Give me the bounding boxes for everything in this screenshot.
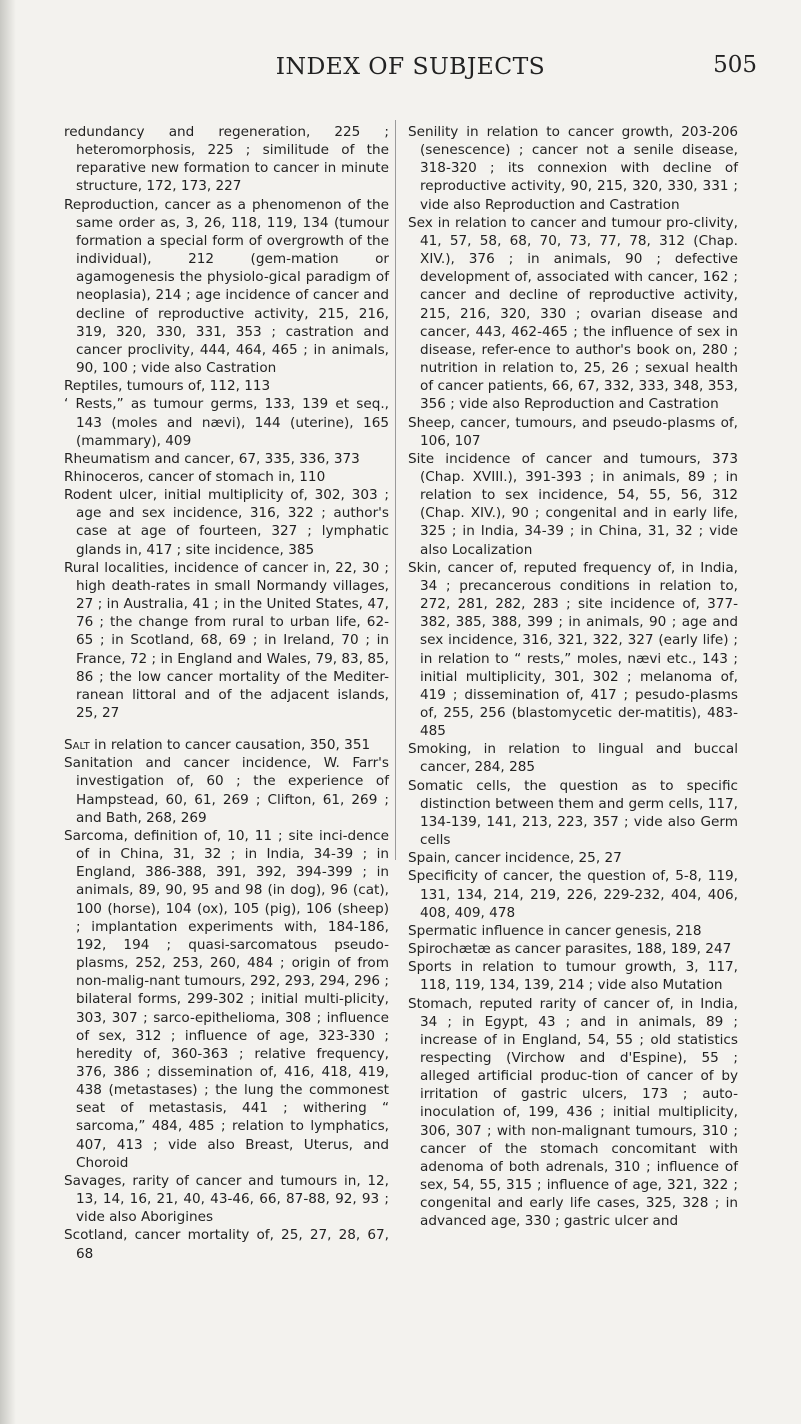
- index-entry: ‘ Rests,” as tumour germs, 133, 139 et seq., 143 (moles and nævi), 144 (uterine), 165 (mammary), 409: [64, 396, 389, 449]
- index-entry: Rodent ulcer, initial multiplicity of, 302, 303 ; age and sex incidence, 316, 322 ; author's case at age of fourteen, 327 ; lymphatic glands in, 417 ; site incidence, 385: [64, 487, 389, 558]
- salt-heading: Salt: [64, 737, 90, 754]
- left-column: [64, 123, 389, 1263]
- index-entry: Spain, cancer incidence, 25, 27: [408, 850, 622, 867]
- index-entry: Somatic cells, the question as to specific distinction between them and germ cells, 117, 134-139, 141, 213, 223, 357 ; vide also Germ cells: [408, 777, 738, 849]
- index-entry: Spirochætæ as cancer parasites, 188, 189, 247: [408, 941, 732, 958]
- running-title: INDEX OF SUBJECTS: [275, 52, 546, 80]
- page-number: 505: [713, 52, 757, 78]
- index-entry: Rural localities, incidence of cancer in, 22, 30 ; high death-rates in small Normandy villages, 27 ; in Australia, 41 ; in the United States, 47, 76 ; the change from rural to urban life, 62-65 ; in Scotland, 68, 69 ; in Ireland, 70 ; in France, 72 ; in England and Wales, 79, 83, 85, 86 ; the low cancer mortality of the Mediter-ranean littoral and of the adjacent islands, 25, 27: [64, 559, 389, 721]
- index-entry: Savages, rarity of cancer and tumours in, 12, 13, 14, 16, 21, 40, 43-46, 66, 87-88, 92, 93 ; vide also Aborigines: [64, 1172, 389, 1226]
- index-entry: Rhinoceros, cancer of stomach in, 110: [64, 468, 326, 485]
- index-entry: Sports in relation to tumour growth, 3, 117, 118, 119, 134, 139, 214 ; vide also Mutation: [408, 959, 738, 994]
- index-entry: Sarcoma, definition of, 10, 11 ; site inci-dence of in China, 31, 32 ; in India, 34-39 ; in England, 386-388, 391, 392, 394-399 ; in animals, 89, 90, 95 and 98 (in dog), 96 (cat), 100 (horse), 104 (ox), 105 (pig), 106 (sheep) ; implantation experiments with, 184-186, 192, 194 ; quasi-sarcomatous pseudo-plasms, 252, 253, 260, 484 ; origin of from non-malig-nant tumours, 292, 293, 294, 296 ; bilateral forms, 299-302 ; initial multi-plicity, 303, 307 ; sarco-epithelioma, 308 ; influence of sex, 312 ; influence of age, 323-330 ; heredity of, 360-363 ; relative frequency, 376, 386 ; dissemination of, 416, 418, 419, 438 (metastases) ; the lung the commonest seat of metastasis, 441 ; withering “ sarcoma,” 484, 485 ; relation to lymphatics, 407, 413 ; vide also Breast, Uterus, and Choroid: [64, 827, 389, 1171]
- index-entry: Sex in relation to cancer and tumour pro-clivity, 41, 57, 58, 68, 70, 73, 77, 78, 312 (Chap. XIV.), 376 ; in animals, 90 ; defective development of, associated with cancer, 162 ; cancer and decline of reproductive activity, 215, 216, 320, 330 ; ovarian disease and cancer, 443, 462-465 ; the influence of sex in disease, refer-ence to author's book on, 280 ; nutrition in relation to, 25, 26 ; sexual health of cancer patients, 66, 67, 332, 333, 348, 353, 356 ; vide also Reproduction and Castration: [408, 214, 738, 413]
- index-entry: Site incidence of cancer and tumours, 373 (Chap. XVIII.), 391-393 ; in animals, 89 ; in relation to sex incidence, 54, 55, 56, 312 (Chap. XIV.), 90 ; congenital and in early life, 325 ; in India, 34-39 ; in China, 31, 32 ; vide also Localization: [408, 450, 738, 558]
- right-column: [408, 123, 738, 1231]
- index-entry: redundancy and regeneration, 225 ; heteromorphosis, 225 ; similitude of the reparative new formation to cancer in minute structure, 172, 173, 227: [64, 124, 389, 195]
- index-entry: Reptiles, tumours of, 112, 113: [64, 378, 271, 395]
- index-entry-salt: [64, 736, 389, 754]
- column-divider: [395, 120, 396, 860]
- page-edge-shadow: [0, 0, 16, 1424]
- index-entry: Reproduction, cancer as a phenomenon of the same order as, 3, 26, 118, 119, 134 (tumour formation a special form of overgrowth of the individual), 212 (gem-mation or agamogenesis the physiolo-gical paradigm of neoplasia), 214 ; age incidence of cancer and decline of reproductive activity, 215, 216, 319, 320, 330, 331, 353 ; castration and cancer proclivity, 444, 464, 465 ; in animals, 90, 100 ; vide also Castration: [64, 196, 389, 377]
- index-entry: Smoking, in relation to lingual and buccal cancer, 284, 285: [408, 741, 738, 776]
- index-entry: Sanitation and cancer incidence, W. Farr's investigation of, 60 ; the experience of Hampstead, 60, 61, 269 ; Clifton, 61, 269 ; and Bath, 268, 269: [64, 755, 389, 826]
- index-entry: Stomach, reputed rarity of cancer of, in India, 34 ; in Egypt, 43 ; and in animals, 89 ; increase of in England, 54, 55 ; old statistics respecting (Virchow and d'Espine), 55 ; alleged artificial produc-tion of cancer of by irritation of gastric ulcers, 173 ; auto-inoculation of, 199, 436 ; initial multiplicity, 306, 307 ; with non-malignant tumours, 310 ; cancer of the stomach concomitant with adenoma of both adrenals, 310 ; influence of sex, 54, 55, 315 ; influence of age, 321, 322 ; congenital and early life cases, 325, 328 ; in advanced age, 330 ; gastric ulcer and: [408, 995, 738, 1230]
- index-entry: Sheep, cancer, tumours, and pseudo-plasms of, 106, 107: [408, 414, 738, 449]
- index-entry: Rheumatism and cancer, 67, 335, 336, 373: [64, 450, 360, 467]
- index-entry: Skin, cancer of, reputed frequency of, in India, 34 ; precancerous conditions in relation to, 272, 281, 282, 283 ; site incidence of, 377-382, 385, 388, 399 ; in animals, 90 ; age and sex incidence, 316, 321, 322, 327 (early life) ; in relation to “ rests,” moles, nævi etc., 143 ; initial multiplicity, 301, 302 ; melanoma of, 419 ; dissemination of, 417 ; pesudo-plasms of, 255, 256 (blastomycetic der-matitis), 483-485: [408, 559, 738, 740]
- index-entry: Spermatic influence in cancer genesis, 218: [408, 922, 702, 939]
- letter-section-gap: [64, 722, 389, 736]
- page-header: [60, 52, 761, 82]
- index-entry: Scotland, cancer mortality of, 25, 27, 28, 67, 68: [64, 1227, 389, 1262]
- index-entry: Specificity of cancer, the question of, 5-8, 119, 131, 134, 214, 219, 226, 229-232, 404, 406, 408, 409, 478: [408, 868, 738, 921]
- salt-rest: in relation to cancer causation, 350, 351: [89, 737, 371, 754]
- index-entry: Senility in relation to cancer growth, 203-206 (senescence) ; cancer not a senile disease, 318-320 ; its connexion with decline of reproductive activity, 90, 215, 320, 330, 331 ; vide also Reproduction and Castration: [408, 124, 738, 213]
